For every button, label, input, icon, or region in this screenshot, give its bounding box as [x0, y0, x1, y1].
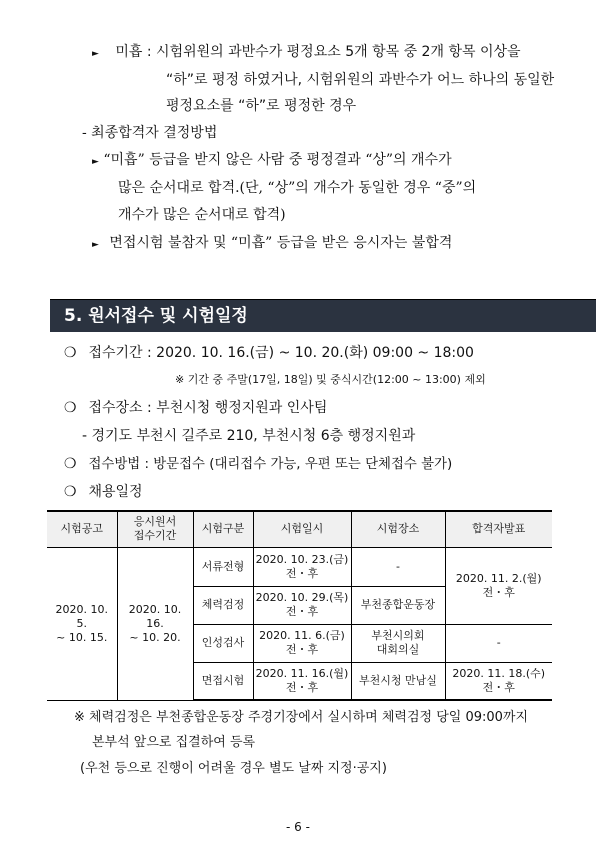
- col-header-datetime: 시험일시: [253, 511, 351, 547]
- final-line-2: 많은 순서대로 합격.(단, “상”의 개수가 동일한 경우 “중”의: [118, 180, 477, 196]
- page-number: - 6 -: [286, 820, 310, 834]
- table-header-row: [47, 511, 552, 547]
- cell-type: 인성검사: [193, 624, 253, 662]
- schedule-heading: 채용일정: [88, 484, 143, 500]
- schedule-heading-item: [64, 482, 143, 502]
- fail-line-2: “하”로 평정 하였거나, 시험위원의 과반수가 어느 하나의 동일한: [166, 72, 555, 88]
- cell-announce-1: [445, 547, 552, 624]
- absent-line: 면접시험 불참자 및 “미흡” 등급을 받은 응시자는 불합격: [109, 235, 453, 251]
- col-header-announce: 합격자발표: [445, 511, 552, 547]
- final-line-1: “미흡” 등급을 받지 않은 사람 중 평정결과 “상”의 개수가: [103, 152, 452, 168]
- table-row: [47, 547, 552, 586]
- cell-place: 부천종합운동장: [351, 586, 445, 624]
- fail-criteria: [92, 42, 521, 64]
- method-item: [64, 454, 452, 475]
- cell-type: 서류전형: [193, 547, 253, 586]
- schedule-table: [47, 510, 552, 701]
- cell-receipt: [117, 547, 193, 700]
- footnote-line-2: 본부석 앞으로 집결하여 등록: [92, 735, 256, 750]
- cell-type: 면접시험: [193, 662, 253, 700]
- col-header-type: 시험구분: [193, 511, 253, 547]
- final-line-3: 개수가 많은 순서대로 합격): [118, 207, 286, 223]
- cell-announce-3: [445, 662, 552, 700]
- footnote-line-1: ※ 체력검정은 부천종합운동장 주경기장에서 실시하며 체력검정 당일 09:00까지: [74, 710, 529, 725]
- section-title: 5. 원서접수 및 시험일정: [64, 306, 248, 326]
- period-note: ※ 기간 중 주말(17일, 18일) 및 중식시간(12:00 ~ 13:00) 제외: [175, 373, 486, 386]
- circle-bullet-icon: ❍: [64, 456, 77, 472]
- final-line-1-wrap: [92, 150, 552, 172]
- col-header-receipt-text: 응시원서 접수기간: [133, 515, 177, 543]
- footnote-line-3: (우천 등으로 진행이 어려울 경우 별도 날짜 지정·공지): [80, 761, 387, 776]
- cell-receipt-text: 2020. 10. 16. ~ 10. 20.: [128, 602, 182, 644]
- place-text: 접수장소 : 부천시청 행정지원과 인사팀: [88, 400, 328, 416]
- circle-bullet-icon: ❍: [64, 345, 77, 361]
- period-text: 접수기간 : 2020. 10. 16.(금) ~ 10. 20.(화) 09:00 ~ 18:00: [88, 345, 474, 361]
- cell-announce-3-text: 2020. 11. 18.(수) 전・후: [452, 666, 546, 694]
- absent-line-wrap: [92, 233, 452, 255]
- cell-notice-text: 2020. 10. 5. ~ 10. 15.: [55, 602, 108, 644]
- cell-datetime: [253, 547, 351, 586]
- cell-place-text: 부천시의회 대회의실: [371, 629, 425, 656]
- triangle-bullet-icon: ►: [92, 49, 99, 59]
- cell-datetime: [253, 624, 351, 662]
- period-item: [64, 343, 474, 363]
- cell-datetime: [253, 662, 351, 700]
- address-text: - 경기도 부천시 길주로 210, 부천시청 6층 행정지원과: [82, 428, 416, 444]
- fail-line-3: 평정요소를 “하”로 평정한 경우: [166, 98, 357, 114]
- circle-bullet-icon: ❍: [64, 400, 77, 416]
- cell-datetime-text: 2020. 10. 29.(목) 전・후: [255, 591, 349, 618]
- col-header-place: 시험장소: [351, 511, 445, 547]
- cell-place: [351, 624, 445, 662]
- cell-datetime-text: 2020. 10. 23.(금) 전・후: [255, 552, 349, 580]
- section-header: [50, 299, 596, 332]
- cell-place: 부천시청 만남실: [351, 662, 445, 700]
- cell-datetime: [253, 586, 351, 624]
- col-header-notice: 시험공고: [47, 511, 117, 547]
- triangle-bullet-icon: ►: [92, 240, 99, 250]
- place-item: [64, 398, 327, 418]
- fail-line-1: 시험위원의 과반수가 평정요소 5개 항목 중 2개 항목 이상을: [156, 44, 521, 60]
- fail-label: 미흡 :: [115, 44, 157, 60]
- method-text: 접수방법 : 방문접수 (대리접수 가능, 우편 또는 단체접수 불가): [88, 457, 453, 472]
- cell-notice: [47, 547, 117, 700]
- cell-announce-2: -: [445, 624, 552, 662]
- final-heading: - 최종합격자 결정방법: [82, 125, 218, 141]
- cell-datetime-text: 2020. 11. 6.(금) 전・후: [259, 629, 345, 656]
- cell-place: -: [351, 547, 445, 586]
- cell-type: 체력검정: [193, 586, 253, 624]
- circle-bullet-icon: ❍: [64, 484, 77, 500]
- col-header-receipt: [117, 511, 193, 547]
- triangle-bullet-icon: ►: [92, 157, 99, 167]
- cell-announce-1-text: 2020. 11. 2.(월) 전・후: [455, 571, 542, 599]
- cell-datetime-text: 2020. 11. 16.(월) 전・후: [255, 666, 349, 694]
